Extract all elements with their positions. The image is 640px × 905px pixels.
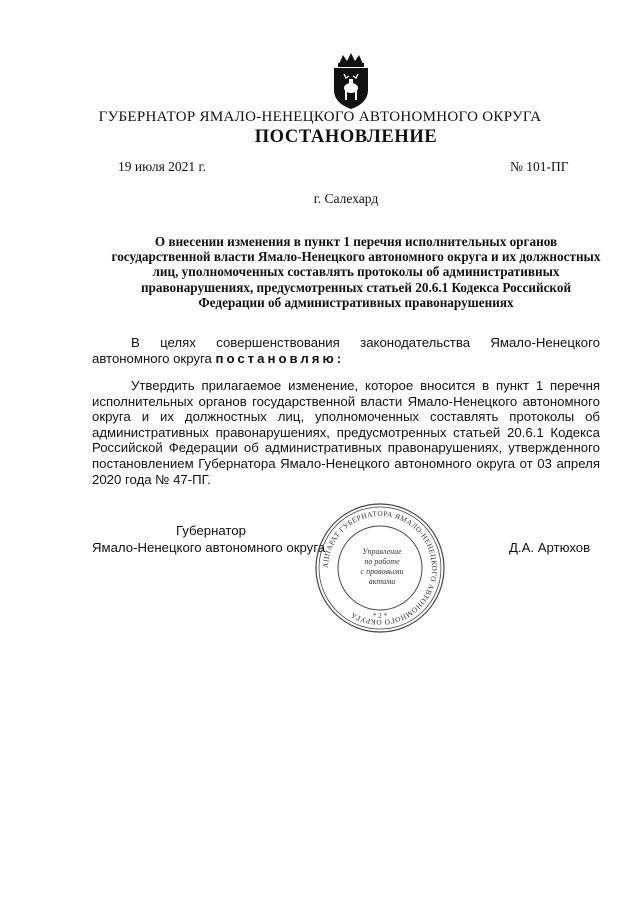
resolution-word: постановляю:: [215, 350, 345, 366]
stamp-center-line: с правовыми: [360, 567, 404, 576]
document-date: 19 июля 2021 г.: [118, 159, 206, 174]
decision-paragraph: Утвердить прилагаемое изменение, которое вносится в пункт 1 перечня исполнительных органов государственной власти Ямало-Ненецкого автономного округа и их должностных лиц, уполномоченных составлять протоколы об административных правонарушениях, предусмотренных статьей 20.6.1 Кодекса Российской Федерации об административных правонарушениях, утвержденного постановлением Губернатора Ямало-Ненецкого автономного округа от 03 апреля 2020 года № 47-ПГ.: [92, 378, 600, 487]
organization-heading: ГУБЕРНАТОР ЯМАЛО-НЕНЕЦКОГО АВТОНОМНОГО ОКРУГА: [98, 109, 542, 125]
signatory-name: Д.А. Артюхов: [509, 540, 591, 555]
stamp-bottom-mark: * 2 *: [373, 612, 387, 620]
signatory-position-line2: Ямало-Ненецкого автономного округа: [92, 540, 326, 555]
stamp-center-line: по работе: [364, 557, 400, 566]
document-type-heading: ПОСТАНОВЛЕНИЕ: [254, 127, 438, 147]
preamble-paragraph: [92, 335, 600, 366]
stamp-ring-text: АППАРАТ ГУБЕРНАТОРА ЯМАЛО-НЕНЕЦКОГО АВТОНОМНОГО ОКРУГА: [320, 508, 440, 628]
document-city: г. Салехард: [313, 191, 379, 206]
signatory-position-line1: Губернатор: [176, 523, 246, 538]
document-number: № 101-ПГ: [510, 159, 569, 174]
preamble-text: В целях совершенствования законодательства Ямало-Ненецкого автономного округа: [92, 335, 600, 366]
official-stamp: [312, 500, 448, 636]
coat-of-arms-icon: [329, 52, 373, 110]
stamp-center-line: актами: [368, 577, 396, 586]
stamp-center-line: Управление: [362, 547, 402, 556]
document-title: О внесении изменения в пункт 1 перечня исполнительных органов государственной власти Ямало-Ненецкого автономного округа и их должностных лиц, уполномоченных составлять протоколы об административных правонарушениях, предусмотренных статьей 20.6.1 Кодекса Российской Федерации об административных правонарушениях: [111, 234, 601, 310]
